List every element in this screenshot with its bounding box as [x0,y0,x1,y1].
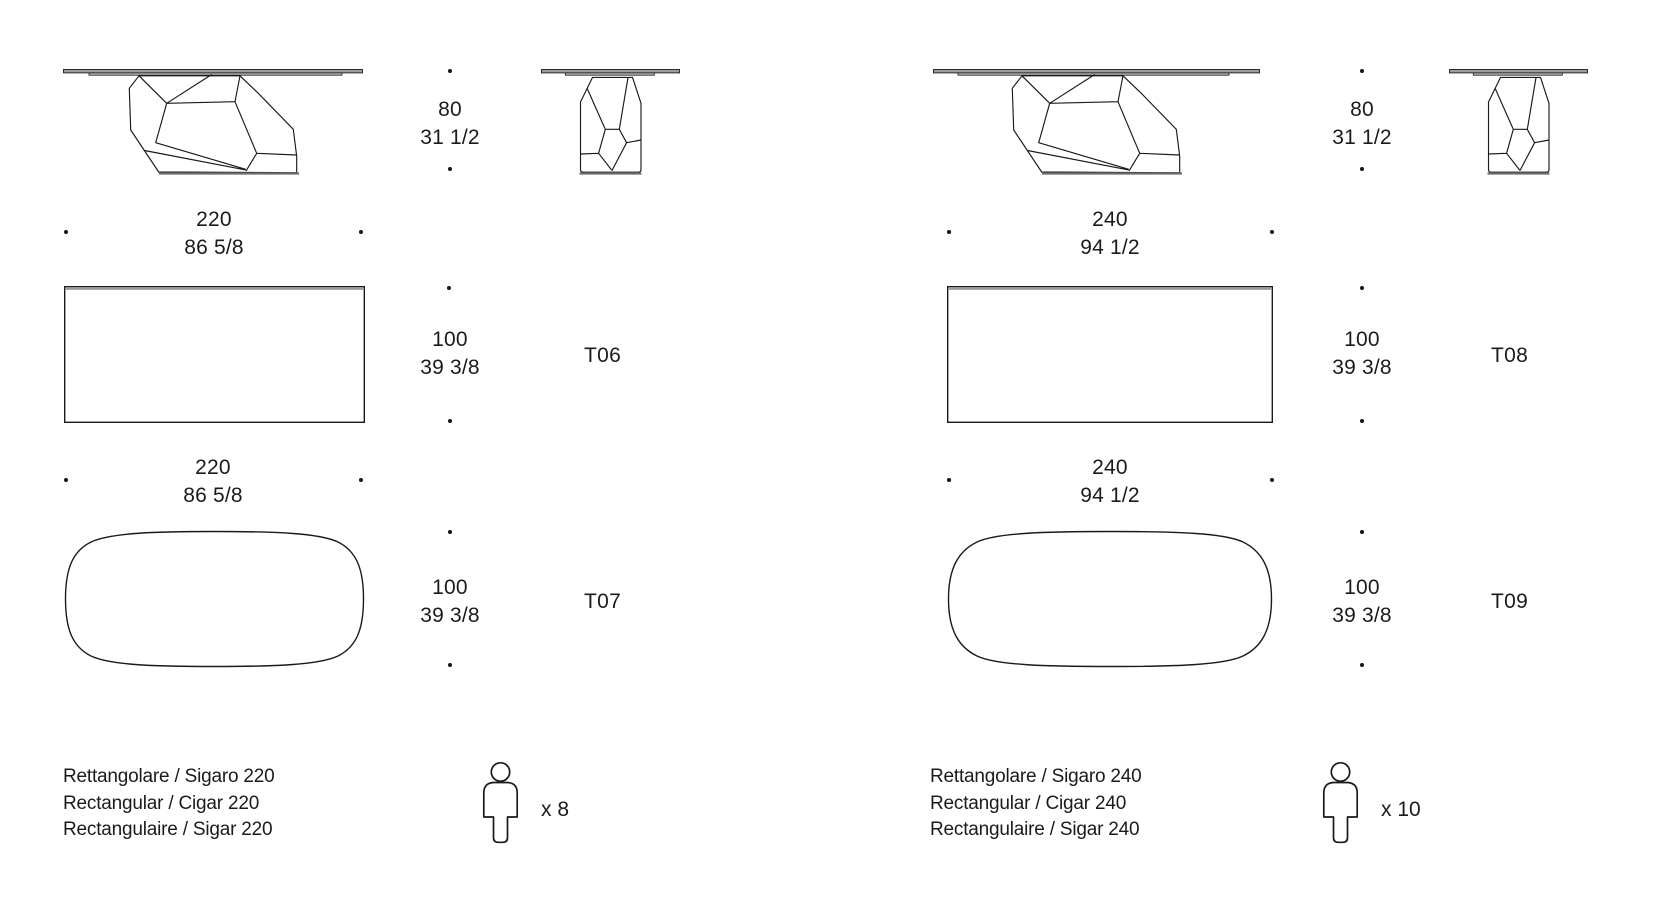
depth-dimension-cigar [1332,574,1392,630]
dimension-dot [447,286,451,290]
dimension-dot [1360,286,1364,290]
length-cm: 220 [196,208,232,231]
product-name-english: Rectangular / Cigar 240 [930,792,1127,814]
dimension-dot [448,663,452,667]
height-cm: 80 [438,98,462,121]
depth-in: 39 3/8 [420,604,480,627]
height-in: 31 1/2 [420,126,480,149]
depth-dimension-rect [420,326,480,382]
length-dimension-rect [184,206,244,262]
length-dimension-cigar [1080,454,1140,510]
depth-cm: 100 [1344,576,1380,599]
person-icon [481,761,520,845]
seat-count-label: x 10 [1381,798,1421,821]
length-dimension-cigar [183,454,243,510]
height-dimension [1332,96,1392,152]
length-in: 86 5/8 [183,484,243,507]
length-in: 86 5/8 [184,236,244,259]
dimension-dot [359,230,363,234]
height-cm: 80 [1350,98,1374,121]
dimension-dot [1360,419,1364,423]
dimension-dot [1360,530,1364,534]
length-cm: 240 [1092,208,1128,231]
base-rock [581,77,642,172]
dimension-dot [1360,167,1364,171]
length-cm: 240 [1092,456,1128,479]
product-names [63,764,275,844]
tabletop [64,70,363,73]
rectangular-top-drawing [64,286,365,423]
depth-cm: 100 [432,576,468,599]
dimension-dot [448,530,452,534]
length-dimension-rect [1080,206,1140,262]
dimension-dot [947,478,951,482]
depth-dimension-cigar [420,574,480,630]
length-cm: 220 [195,456,231,479]
dimension-dot [64,230,68,234]
tabletop-underside [89,73,342,75]
model-code-cigar: T07 [584,590,622,613]
product-name-french: Rectangulaire / Sigar 240 [930,819,1140,840]
length-in: 94 1/2 [1080,484,1140,507]
depth-in: 39 3/8 [420,356,480,379]
front-elevation-drawing [933,69,1260,175]
tabletop-underside [565,73,654,75]
cigar-top-drawing [947,530,1273,668]
person-icon [1321,761,1360,845]
depth-in: 39 3/8 [1332,604,1392,627]
dimension-dot [359,478,363,482]
depth-dimension-rect [1332,326,1392,382]
base-rock [1012,75,1179,173]
dimension-dot [448,419,452,423]
front-elevation-drawing [63,69,363,175]
tabletop-underside [1473,73,1562,75]
product-name-french: Rectangulaire / Sigar 220 [63,819,273,840]
dimension-dot [1270,230,1274,234]
tabletop [1450,70,1588,73]
model-code-cigar: T09 [1491,590,1529,613]
product-name-italian: Rettangolare / Sigaro 240 [930,766,1142,787]
depth-cm: 100 [1344,328,1380,351]
seat-count-label: x 8 [541,798,570,821]
model-code-rect: T08 [1491,344,1529,367]
tabletop [934,70,1260,73]
side-elevation-drawing [1449,69,1588,175]
dimension-dot [448,69,452,73]
height-dimension [420,96,480,152]
dimension-dot [1270,478,1274,482]
product-names [930,764,1142,844]
dimension-dot [1360,69,1364,73]
height-in: 31 1/2 [1332,126,1392,149]
dimension-dot [448,167,452,171]
dimension-dot [1360,663,1364,667]
length-in: 94 1/2 [1080,236,1140,259]
dimension-dot [64,478,68,482]
depth-in: 39 3/8 [1332,356,1392,379]
base-rock [1489,77,1550,172]
model-code-rect: T06 [584,344,622,367]
tabletop [542,70,680,73]
depth-cm: 100 [432,328,468,351]
cigar-top-drawing [64,530,365,668]
product-name-english: Rectangular / Cigar 220 [63,792,260,814]
base-rock [129,75,296,173]
dimension-dot [947,230,951,234]
rectangular-top-drawing [947,286,1273,423]
side-elevation-drawing [541,69,680,175]
product-name-italian: Rettangolare / Sigaro 220 [63,766,275,787]
